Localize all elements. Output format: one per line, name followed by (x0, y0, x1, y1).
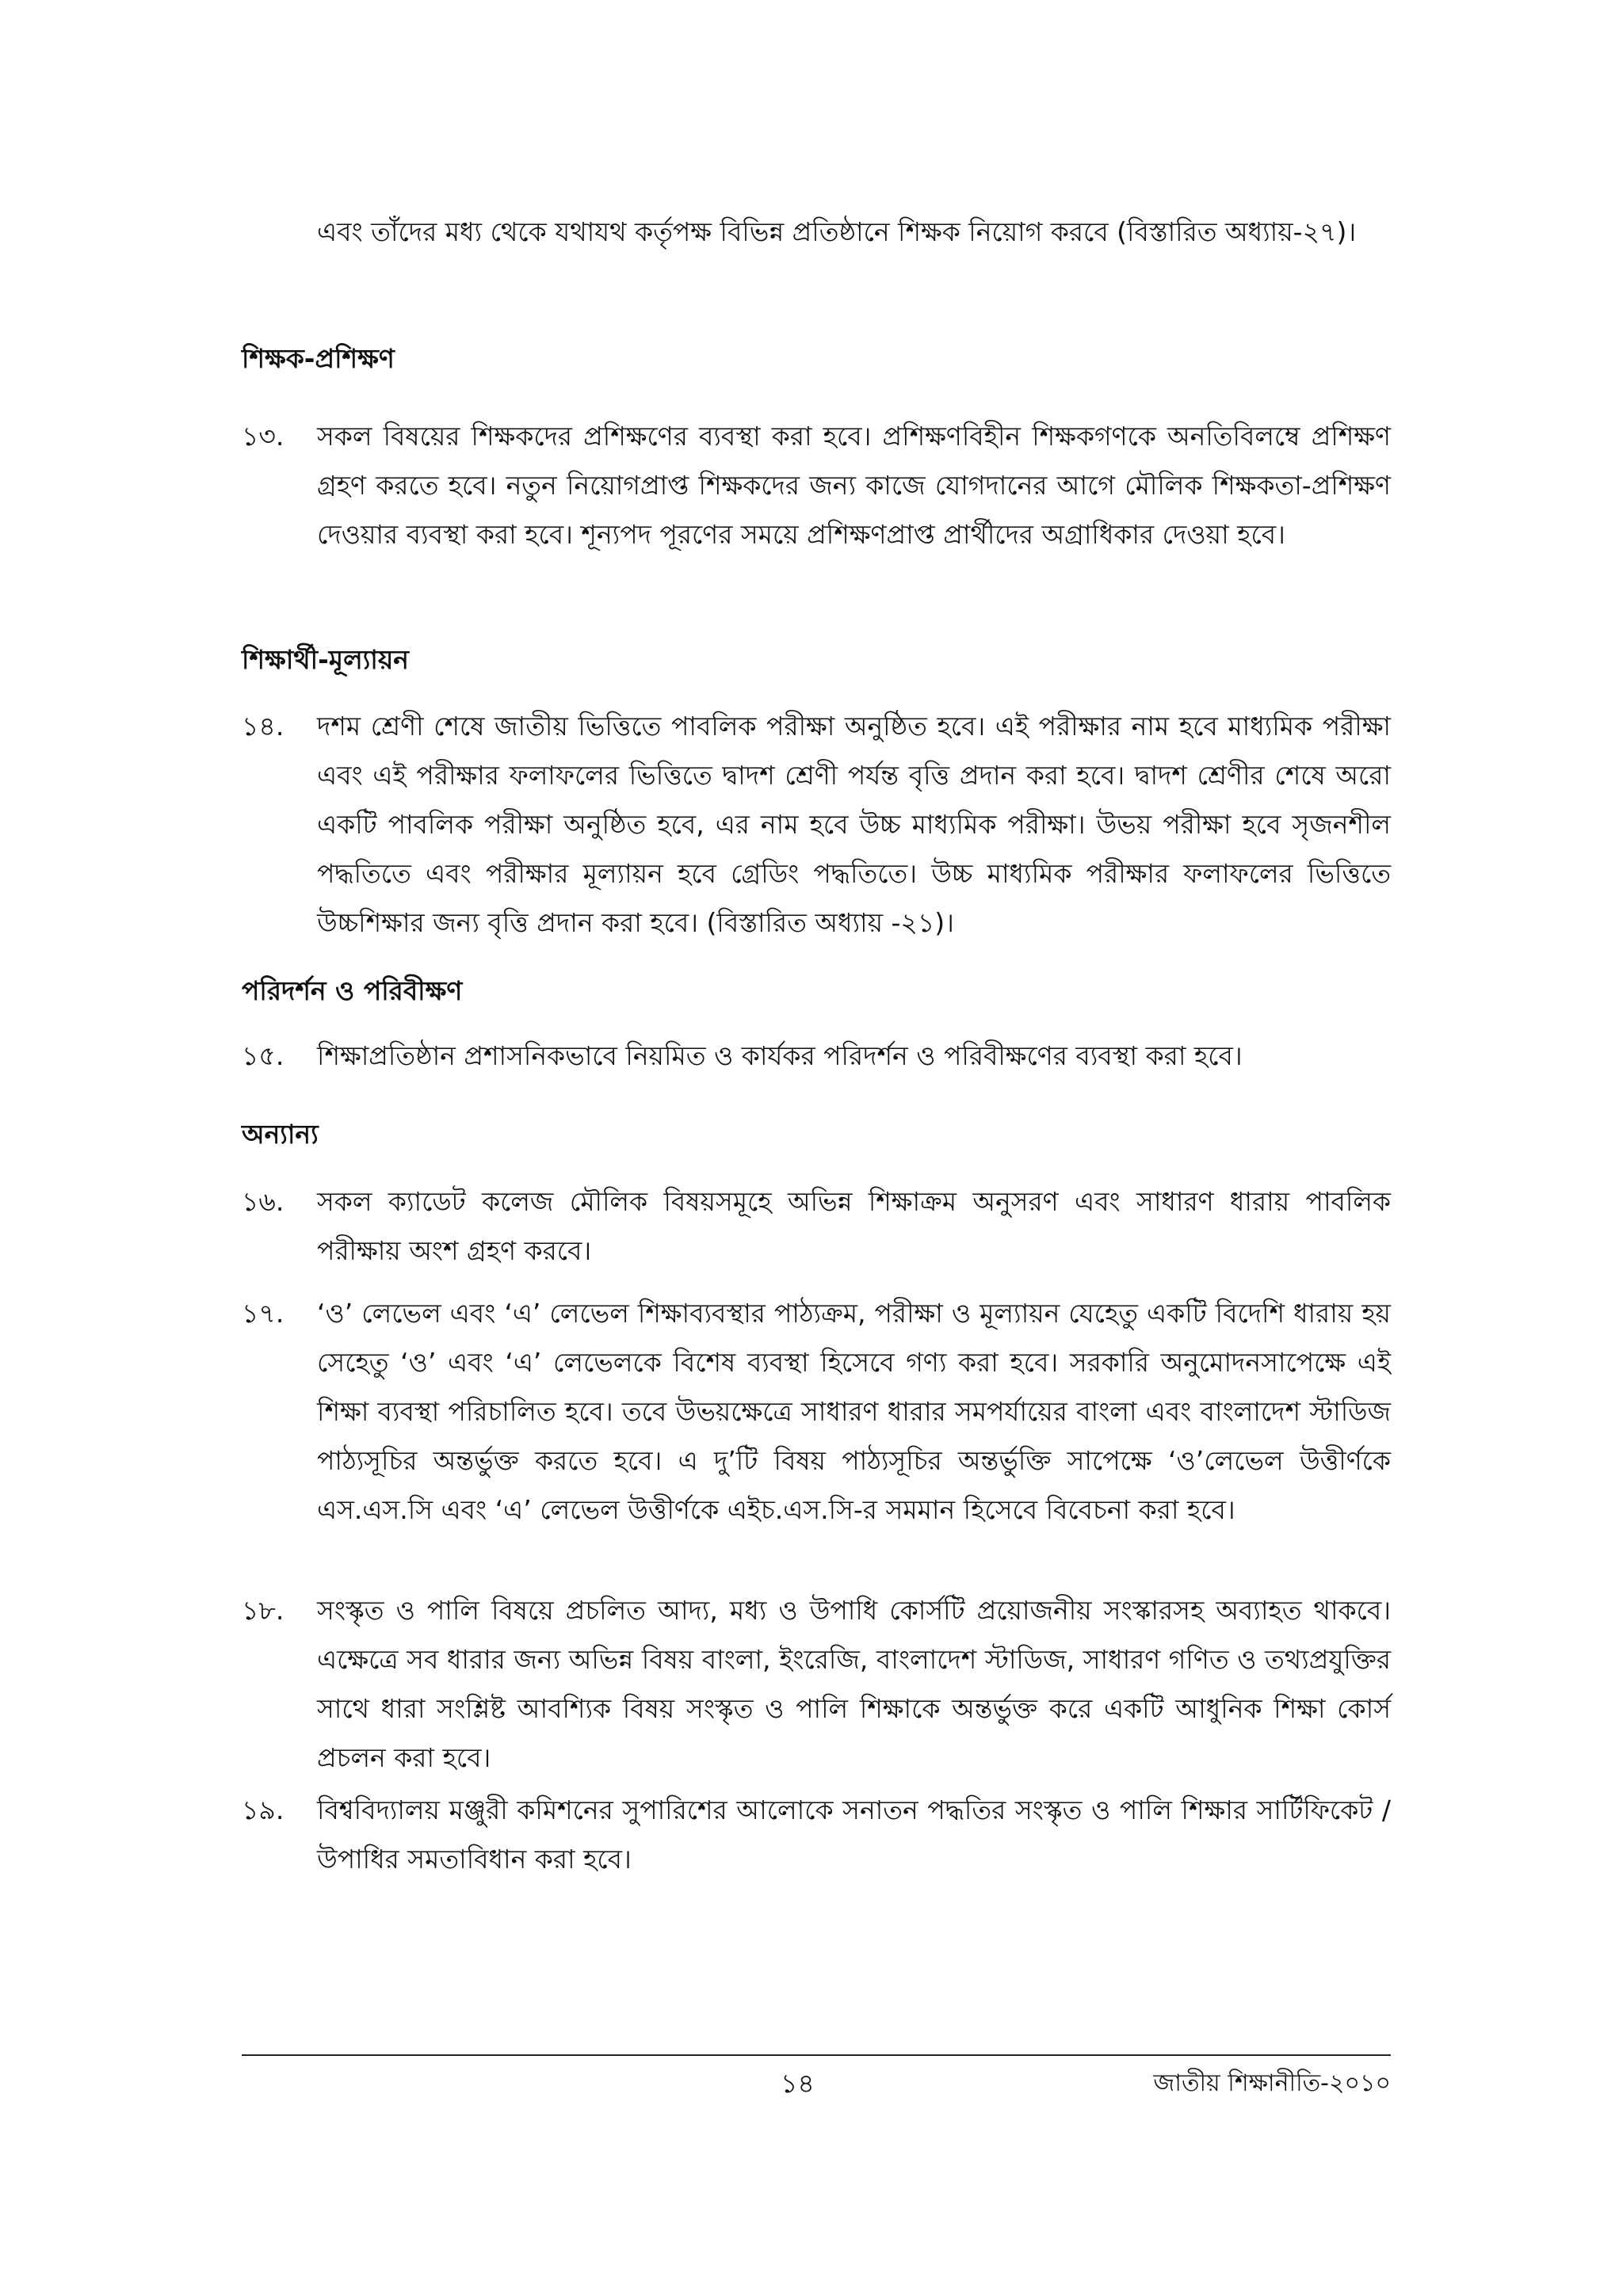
item-text: সংস্কৃত ও পালি বিষয়ে প্রচলিত আদ্য, মধ্য ও উপাধি কোর্সটি প্রয়োজনীয় সংস্কারসহ অব্যাহত থাকবে। এক্ষেত্রে সব ধারার জন্য অভিন্ন বিষয় বাংলা, ইংরেজি, বাংলাদেশ স্টাডিজ, সাধারণ গণিত ও তথ্যপ্রযুক্তির সাথে ধারা সংশ্লিষ্ট আবশ্যিক বিষয় সংস্কৃত ও পালি শিক্ষাকে অন্তর্ভুক্ত করে একটি আধুনিক শিক্ষা কোর্স প্রচলন করা হবে। (317, 1595, 1391, 1773)
page-number: ১৪ (781, 2068, 815, 2099)
item-number: ১৪. (242, 711, 285, 742)
item-number: ১৭. (242, 1298, 285, 1329)
section-heading-inspection: পরিদর্শন ও পরিবীক্ষণ (242, 975, 463, 1006)
item-text: ‘ও’ লেভেল এবং ‘এ’ লেভেল শিক্ষাব্যবস্থার পাঠ্যক্রম, পরীক্ষা ও মূল্যায়ন যেহেতু একটি বিদেশি ধারায় হয় সেহেতু ‘ও’ এবং ‘এ’ লেভেলকে বিশেষ ব্যবস্থা হিসেবে গণ্য করা হবে। সরকারি অনুমোদনসাপেক্ষে এই শিক্ষা ব্যবস্থা পরিচালিত হবে। তবে উভয়ক্ষেত্রে সাধারণ ধারার সমপর্যায়ের বাংলা এবং বাংলাদেশ স্টাডিজ পাঠ্যসূচির অন্তর্ভুক্ত করতে হবে। এ দু’টি বিষয় পাঠ্যসূচির অন্তর্ভুক্তি সাপেক্ষে ‘ও’লেভেল উত্তীর্ণকে এস.এস.সি এবং ‘এ’ লেভেল উত্তীর্ণকে এইচ.এস.সি-র সমমান হিসেবে বিবেচনা করা হবে। (317, 1298, 1391, 1525)
intro-paragraph: এবং তাঁদের মধ্য থেকে যথাযথ কর্তৃপক্ষ বিভিন্ন প্রতিষ্ঠানে শিক্ষক নিয়োগ করবে (বিস্তারিত অধ্যায়-২৭)। (317, 216, 1357, 247)
item-number: ১৫. (242, 1040, 285, 1071)
section-heading-teacher-training: শিক্ষক-প্রশিক্ষণ (242, 343, 395, 374)
section-heading-others: অন্যান্য (242, 1119, 319, 1150)
section-heading-student-assessment: শিক্ষার্থী-মূল্যায়ন (242, 644, 409, 675)
item-number: ১৮. (242, 1595, 285, 1626)
item-number: ১৯. (242, 1794, 285, 1825)
item-text: সকল বিষয়ের শিক্ষকদের প্রশিক্ষণের ব্যবস্থা করা হবে। প্রশিক্ষণবিহীন শিক্ষকগণকে অনতিবিলম্বে প্রশিক্ষণ গ্রহণ করতে হবে। নতুন নিয়োগপ্রাপ্ত শিক্ষকদের জন্য কাজে যোগদানের আগে মৌলিক শিক্ষকতা-প্রশিক্ষণ দেওয়ার ব্যবস্থা করা হবে। শূন্যপদ পূরণের সময়ে প্রশিক্ষণপ্রাপ্ত প্রার্থীদের অগ্রাধিকার দেওয়া হবে। (317, 421, 1391, 550)
footer-divider (242, 2054, 1391, 2056)
item-number: ১৬. (242, 1186, 285, 1217)
footer-document-title: জাতীয় শিক্ষানীতি-২০১০ (1153, 2069, 1391, 2097)
item-text: বিশ্ববিদ্যালয় মঞ্জুরী কমিশনের সুপারিশের আলোকে সনাতন পদ্ধতির সংস্কৃত ও পালি শিক্ষার সার্টিফিকেট / উপাধির সমতাবিধান করা হবে। (317, 1794, 1391, 1875)
item-text: দশম শ্রেণী শেষে জাতীয় ভিত্তিতে পাবলিক পরীক্ষা অনুষ্ঠিত হবে। এই পরীক্ষার নাম হবে মাধ্যমিক পরীক্ষা এবং এই পরীক্ষার ফলাফলের ভিত্তিতে দ্বাদশ শ্রেণী পর্যন্ত বৃত্তি প্রদান করা হবে। দ্বাদশ শ্রেণীর শেষে অরো একটি পাবলিক পরীক্ষা অনুষ্ঠিত হবে, এর নাম হবে উচ্চ মাধ্যমিক পরীক্ষা। উভয় পরীক্ষা হবে সৃজনশীল পদ্ধতিতে এবং পরীক্ষার মূল্যায়ন হবে গ্রেডিং পদ্ধতিতে। উচ্চ মাধ্যমিক পরীক্ষার ফলাফলের ভিত্তিতে উচ্চশিক্ষার জন্য বৃত্তি প্রদান করা হবে। (বিস্তারিত অধ্যায় -২১)। (317, 711, 1391, 938)
item-text: সকল ক্যাডেট কলেজ মৌলিক বিষয়সমূহে অভিন্ন শিক্ষাক্রম অনুসরণ এবং সাধারণ ধারায় পাবলিক পরীক্ষায় অংশ গ্রহণ করবে। (317, 1186, 1391, 1266)
item-number: ১৩. (242, 421, 285, 452)
item-text: শিক্ষাপ্রতিষ্ঠান প্রশাসনিকভাবে নিয়মিত ও কার্যকর পরিদর্শন ও পরিবীক্ষণের ব্যবস্থা করা হবে। (317, 1040, 1243, 1071)
